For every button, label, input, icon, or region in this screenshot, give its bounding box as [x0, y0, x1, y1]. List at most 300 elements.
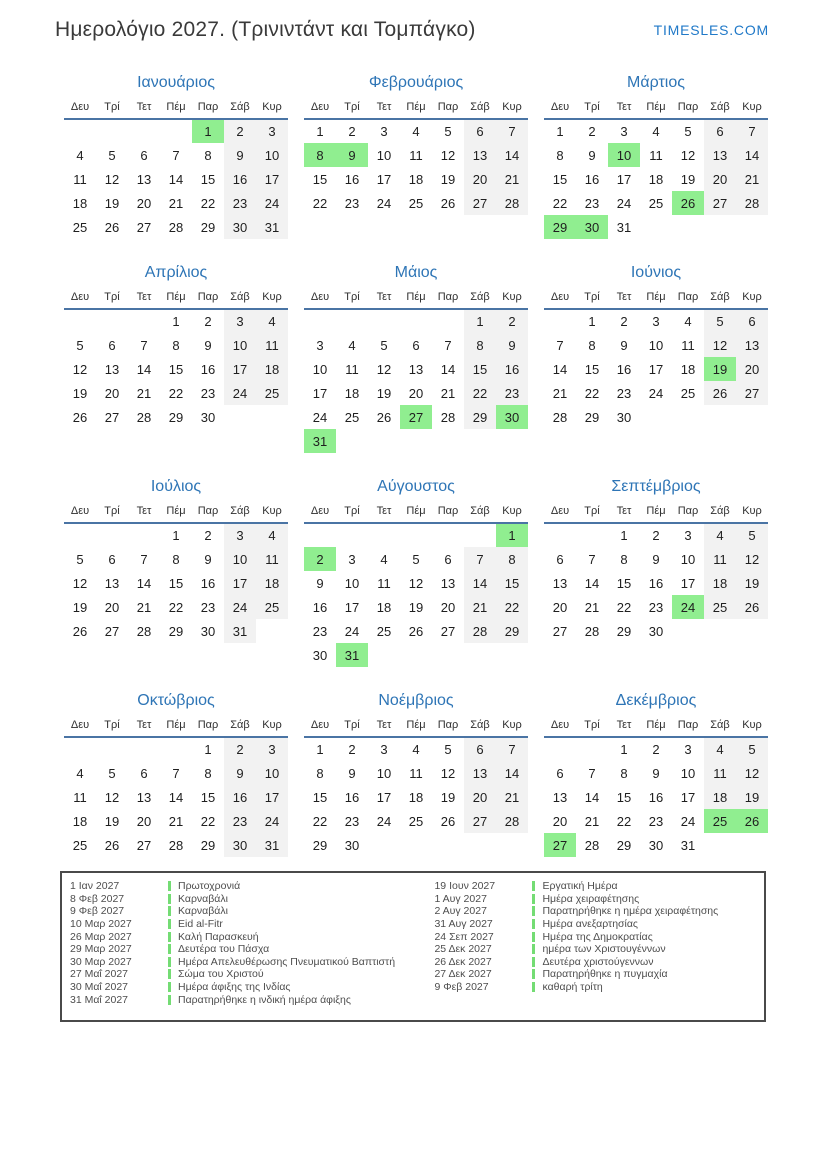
holiday-row: [70, 956, 434, 969]
day-cell: [736, 619, 768, 643]
holidays-table: [60, 871, 766, 1022]
day-cell: 24: [312, 409, 328, 425]
day-cell: 5: [380, 337, 388, 353]
holiday-date: 30 Μαρ 2027: [70, 955, 132, 968]
day-cell: 28: [464, 619, 496, 643]
day-cell: 6: [140, 765, 148, 781]
holiday-date: 10 Μαρ 2027: [70, 918, 132, 931]
day-cell: [464, 429, 496, 453]
day-cell: 27: [704, 191, 736, 215]
day-cell: [256, 619, 288, 643]
day-cell: 2: [588, 124, 596, 139]
month-grid: [64, 713, 288, 857]
weekday-header: Τρί: [584, 290, 600, 303]
day-cell: 29: [200, 219, 216, 235]
weekday-header: Παρ: [197, 504, 219, 517]
day-cell: 27: [136, 837, 152, 853]
day-cell: 26: [408, 623, 424, 639]
month-calendar-1: [60, 73, 292, 239]
day-cell: 23: [200, 385, 216, 401]
day-cell: 31: [224, 619, 256, 643]
day-cell: 4: [412, 742, 420, 757]
holiday-marker-bar: [532, 919, 535, 929]
day-cell: 13: [104, 361, 120, 377]
day-cell: 11: [256, 547, 288, 571]
weekday-header: Τετ: [136, 290, 152, 303]
day-cell: 10: [344, 575, 360, 591]
day-cell: 22: [496, 595, 528, 619]
holiday-marker-bar: [168, 932, 171, 942]
holiday-date: 26 Δεκ 2027: [434, 955, 492, 968]
day-cell: 7: [172, 765, 180, 781]
day-cell: 18: [680, 361, 696, 377]
day-cell: 3: [224, 309, 256, 333]
holiday-marker-bar: [532, 881, 535, 891]
day-cell: 16: [648, 575, 664, 591]
day-cell: 27: [544, 833, 576, 857]
page-header: [0, 0, 827, 42]
day-cell: 9: [336, 143, 368, 167]
day-cell: 16: [200, 575, 216, 591]
day-cell: 14: [552, 361, 568, 377]
weekday-header: Τρί: [344, 504, 360, 517]
day-cell: 23: [648, 599, 664, 615]
day-cell: 9: [224, 761, 256, 785]
day-cell: 24: [376, 813, 392, 829]
weekday-header: Σάβ: [710, 100, 730, 113]
day-cell: 28: [496, 809, 528, 833]
day-cell: [432, 643, 464, 667]
day-cell: 13: [136, 171, 152, 187]
day-cell: 11: [345, 361, 359, 377]
weekday-header: Δευ: [310, 290, 330, 303]
day-cell: 25: [704, 595, 736, 619]
day-cell: [400, 429, 432, 453]
weekday-header: Κυρ: [742, 290, 762, 303]
day-cell: 8: [620, 765, 628, 781]
day-cell: 21: [584, 599, 600, 615]
day-cell: 10: [312, 361, 328, 377]
weekday-header: Τετ: [136, 100, 152, 113]
holiday-name: Ημέρα της Δημοκρατίας: [542, 930, 653, 943]
day-cell: 8: [172, 551, 180, 567]
weekday-header: Τρί: [104, 718, 120, 731]
day-cell: 3: [256, 119, 288, 143]
month-calendar-7: [60, 477, 292, 667]
month-calendar-3: [540, 73, 772, 239]
month-calendar-9: [540, 477, 772, 667]
day-cell: 4: [412, 124, 420, 139]
day-cell: 16: [344, 789, 360, 805]
day-cell: 18: [408, 789, 424, 805]
day-cell: 27: [400, 405, 432, 429]
day-cell: 9: [652, 551, 660, 567]
weekday-header: Κυρ: [502, 100, 522, 113]
holiday-name: Παρατηρήθηκε η ινδική ημέρα άφιξης: [178, 993, 351, 1006]
month-grid: [544, 713, 768, 857]
day-cell: 10: [376, 765, 392, 781]
weekday-header: Παρ: [437, 290, 459, 303]
day-cell: [640, 405, 672, 429]
day-cell: 1: [192, 119, 224, 143]
day-cell: 11: [649, 147, 663, 163]
day-cell: 20: [408, 385, 424, 401]
day-cell: 20: [464, 167, 496, 191]
month-title: Δεκέμβριος: [615, 692, 697, 709]
day-cell: 24: [256, 191, 288, 215]
day-cell: 19: [680, 171, 696, 187]
holiday-date: 29 Μαρ 2027: [70, 943, 132, 956]
day-cell: 15: [200, 789, 216, 805]
day-cell: 6: [444, 551, 452, 567]
day-cell: 12: [440, 765, 456, 781]
day-cell: 26: [704, 381, 736, 405]
day-cell: [496, 833, 528, 857]
day-cell: 13: [104, 575, 120, 591]
weekday-header: Τετ: [376, 100, 392, 113]
day-cell: [400, 833, 432, 857]
day-cell: 21: [440, 385, 456, 401]
holiday-date: 31 Μαΐ 2027: [70, 993, 129, 1006]
day-cell: 17: [680, 789, 696, 805]
day-cell: 25: [72, 837, 88, 853]
day-cell: 3: [380, 742, 388, 757]
day-cell: 3: [348, 551, 356, 567]
holiday-name: Καρναβάλι: [178, 905, 228, 918]
holiday-marker-bar: [532, 982, 535, 992]
weekday-header: Κυρ: [262, 718, 282, 731]
day-cell: 4: [704, 523, 736, 547]
day-cell: 28: [168, 219, 184, 235]
weekday-header: Κυρ: [742, 504, 762, 517]
holiday-row: [434, 981, 764, 994]
month-title: Φεβρουάριος: [368, 74, 464, 91]
day-cell: 9: [348, 765, 356, 781]
weekday-header: Τρί: [584, 504, 600, 517]
day-cell: 26: [72, 409, 88, 425]
holiday-name: Πρωτοχρονιά: [178, 880, 241, 893]
day-cell: 19: [704, 357, 736, 381]
day-cell: 19: [376, 385, 392, 401]
day-cell: 23: [584, 195, 600, 211]
month-title: Σεπτέμβριος: [611, 478, 701, 495]
day-cell: 13: [736, 333, 768, 357]
day-cell: 3: [620, 124, 628, 139]
holiday-name: Ημέρα άφιξης της Ινδίας: [178, 981, 291, 994]
day-cell: 5: [736, 523, 768, 547]
day-cell: 1: [620, 528, 628, 543]
weekday-header: Τρί: [104, 100, 120, 113]
day-cell: 28: [136, 623, 152, 639]
month-title: Ιούλιος: [150, 478, 202, 495]
day-cell: 16: [224, 167, 256, 191]
day-cell: [432, 833, 464, 857]
day-cell: 12: [72, 575, 88, 591]
day-cell: 3: [380, 124, 388, 139]
day-cell: 24: [376, 195, 392, 211]
day-cell: 3: [652, 314, 660, 329]
day-cell: 7: [736, 119, 768, 143]
day-cell: 21: [168, 813, 184, 829]
weekday-header: Σάβ: [470, 290, 490, 303]
holiday-row: [70, 981, 434, 994]
day-cell: 19: [736, 571, 768, 595]
day-cell: 26: [376, 409, 392, 425]
day-cell: [736, 405, 768, 429]
holiday-name: καθαρή τρίτη: [542, 981, 603, 994]
day-cell: 8: [464, 333, 496, 357]
day-cell: 9: [620, 337, 628, 353]
day-cell: [496, 429, 528, 453]
day-cell: 11: [377, 575, 391, 591]
day-cell: 12: [104, 171, 120, 187]
day-cell: 5: [108, 147, 116, 163]
holiday-name: Ημέρα ανεξαρτησίας: [542, 918, 638, 931]
day-cell: 21: [496, 785, 528, 809]
day-cell: [544, 523, 576, 547]
day-cell: 25: [256, 595, 288, 619]
day-cell: 25: [408, 813, 424, 829]
day-cell: [544, 309, 576, 333]
day-cell: 13: [440, 575, 456, 591]
holiday-date: 9 Φεβ 2027: [70, 905, 125, 918]
month-calendar-8: [300, 477, 532, 667]
weekday-header: Κυρ: [262, 504, 282, 517]
day-cell: 10: [224, 547, 256, 571]
holiday-date: 24 Σεπ 2027: [434, 930, 494, 943]
day-cell: 5: [76, 551, 84, 567]
day-cell: 18: [648, 171, 664, 187]
month-grid: [544, 499, 768, 643]
weekday-header: Δευ: [70, 290, 90, 303]
day-cell: 28: [584, 837, 600, 853]
weekday-header: Τετ: [616, 290, 632, 303]
holiday-date: 26 Μαρ 2027: [70, 930, 132, 943]
day-cell: 12: [680, 147, 696, 163]
day-cell: 17: [224, 571, 256, 595]
day-cell: 22: [312, 195, 328, 211]
month-calendar-6: [540, 263, 772, 453]
holiday-marker-bar: [168, 881, 171, 891]
day-cell: 22: [584, 385, 600, 401]
day-cell: 13: [552, 575, 568, 591]
day-cell: [64, 309, 96, 333]
day-cell: [368, 643, 400, 667]
weekday-header: Δευ: [550, 718, 570, 731]
holiday-row: [434, 956, 764, 969]
day-cell: 18: [344, 385, 360, 401]
holiday-row: [434, 905, 764, 918]
day-cell: 26: [104, 219, 120, 235]
day-cell: 22: [312, 813, 328, 829]
day-cell: 18: [256, 571, 288, 595]
day-cell: 11: [704, 761, 736, 785]
day-cell: 2: [620, 314, 628, 329]
day-cell: 8: [620, 551, 628, 567]
day-cell: 7: [140, 551, 148, 567]
month-calendar-12: [540, 691, 772, 857]
day-cell: [464, 643, 496, 667]
day-cell: [128, 737, 160, 761]
day-cell: 18: [408, 171, 424, 187]
day-cell: [704, 215, 736, 239]
day-cell: 1: [620, 742, 628, 757]
holiday-name: Ημέρα Απελευθέρωσης Πνευματικού Βαπτιστή: [178, 955, 396, 968]
day-cell: 20: [440, 599, 456, 615]
weekday-header: Πέμ: [406, 718, 426, 731]
day-cell: 12: [736, 547, 768, 571]
holiday-row: [70, 968, 434, 981]
day-cell: 29: [584, 409, 600, 425]
day-cell: 20: [136, 195, 152, 211]
day-cell: 20: [136, 813, 152, 829]
day-cell: 28: [496, 191, 528, 215]
day-cell: 16: [496, 357, 528, 381]
day-cell: [160, 737, 192, 761]
day-cell: 21: [136, 385, 152, 401]
day-cell: 24: [344, 623, 360, 639]
weekday-header: Παρ: [197, 718, 219, 731]
day-cell: 1: [316, 742, 324, 757]
day-cell: 7: [556, 337, 564, 353]
weekday-header: Κυρ: [262, 290, 282, 303]
weekday-header: Σάβ: [230, 290, 250, 303]
day-cell: [160, 119, 192, 143]
day-cell: [736, 215, 768, 239]
day-cell: 17: [312, 385, 328, 401]
day-cell: 7: [588, 765, 596, 781]
day-cell: 5: [704, 309, 736, 333]
day-cell: 20: [104, 385, 120, 401]
day-cell: 3: [684, 742, 692, 757]
holidays-column-right: [434, 880, 764, 1006]
holiday-marker-bar: [168, 919, 171, 929]
holiday-row: [434, 893, 764, 906]
day-cell: 20: [552, 599, 568, 615]
weekday-header: Πέμ: [406, 100, 426, 113]
day-cell: 9: [224, 143, 256, 167]
day-cell: 19: [408, 599, 424, 615]
day-cell: 21: [736, 167, 768, 191]
day-cell: 2: [652, 528, 660, 543]
day-cell: 6: [412, 337, 420, 353]
day-cell: 25: [408, 195, 424, 211]
day-cell: 9: [496, 333, 528, 357]
weekday-header: Τετ: [616, 504, 632, 517]
weekday-header: Τρί: [104, 504, 120, 517]
day-cell: 13: [136, 789, 152, 805]
month-calendar-10: [60, 691, 292, 857]
day-cell: 27: [440, 623, 456, 639]
day-cell: 6: [464, 119, 496, 143]
day-cell: 17: [376, 789, 392, 805]
day-cell: 11: [704, 547, 736, 571]
day-cell: 27: [104, 409, 120, 425]
weekday-header: Τετ: [376, 504, 392, 517]
month-grid: [544, 95, 768, 239]
day-cell: 3: [684, 528, 692, 543]
holiday-marker-bar: [532, 906, 535, 916]
day-cell: 27: [104, 623, 120, 639]
holiday-row: [70, 943, 434, 956]
day-cell: 25: [376, 623, 392, 639]
day-cell: 8: [204, 147, 212, 163]
day-cell: 12: [104, 789, 120, 805]
day-cell: 19: [440, 171, 456, 187]
day-cell: 1: [496, 523, 528, 547]
holiday-date: 25 Δεκ 2027: [434, 943, 492, 956]
day-cell: 25: [648, 195, 664, 211]
day-cell: 4: [76, 765, 84, 781]
day-cell: 8: [316, 765, 324, 781]
day-cell: 8: [556, 147, 564, 163]
day-cell: 6: [464, 737, 496, 761]
holiday-row: [70, 880, 434, 893]
day-cell: 22: [552, 195, 568, 211]
weekday-header: Κυρ: [502, 290, 522, 303]
day-cell: 14: [464, 571, 496, 595]
day-cell: 27: [464, 809, 496, 833]
day-cell: 5: [736, 737, 768, 761]
day-cell: [672, 405, 704, 429]
weekday-header: Παρ: [677, 504, 699, 517]
holiday-date: 27 Δεκ 2027: [434, 968, 492, 981]
day-cell: 28: [584, 623, 600, 639]
day-cell: 18: [72, 195, 88, 211]
day-cell: 22: [168, 599, 184, 615]
day-cell: 14: [168, 171, 184, 187]
day-cell: 16: [616, 361, 632, 377]
holiday-name: Δευτέρα χριστούγεννων: [542, 955, 654, 968]
day-cell: 4: [256, 309, 288, 333]
day-cell: 9: [204, 337, 212, 353]
day-cell: 12: [736, 761, 768, 785]
day-cell: 22: [616, 599, 632, 615]
holiday-row: [434, 880, 764, 893]
holiday-row: [434, 943, 764, 956]
day-cell: [576, 737, 608, 761]
holiday-date: 8 Φεβ 2027: [70, 892, 125, 905]
site-link[interactable]: TIMESLES.COM: [653, 22, 769, 38]
weekday-header: Σάβ: [710, 718, 730, 731]
day-cell: [256, 405, 288, 429]
day-cell: 30: [344, 837, 360, 853]
day-cell: 15: [168, 575, 184, 591]
day-cell: [128, 119, 160, 143]
day-cell: [96, 523, 128, 547]
weekday-header: Τρί: [104, 290, 120, 303]
day-cell: 29: [616, 837, 632, 853]
holiday-date: 27 Μαΐ 2027: [70, 968, 129, 981]
holiday-marker-bar: [168, 957, 171, 967]
day-cell: 13: [464, 143, 496, 167]
holiday-name: Καρναβάλι: [178, 892, 228, 905]
day-cell: 30: [648, 623, 664, 639]
day-cell: 30: [200, 623, 216, 639]
holiday-marker-bar: [168, 944, 171, 954]
day-cell: 27: [464, 191, 496, 215]
day-cell: 28: [552, 409, 568, 425]
weekday-header: Δευ: [310, 100, 330, 113]
day-cell: 23: [312, 623, 328, 639]
day-cell: 24: [256, 809, 288, 833]
weekday-header: Τρί: [344, 100, 360, 113]
day-cell: 23: [224, 809, 256, 833]
day-cell: 2: [304, 547, 336, 571]
day-cell: 2: [224, 737, 256, 761]
day-cell: 24: [680, 813, 696, 829]
day-cell: 8: [496, 547, 528, 571]
